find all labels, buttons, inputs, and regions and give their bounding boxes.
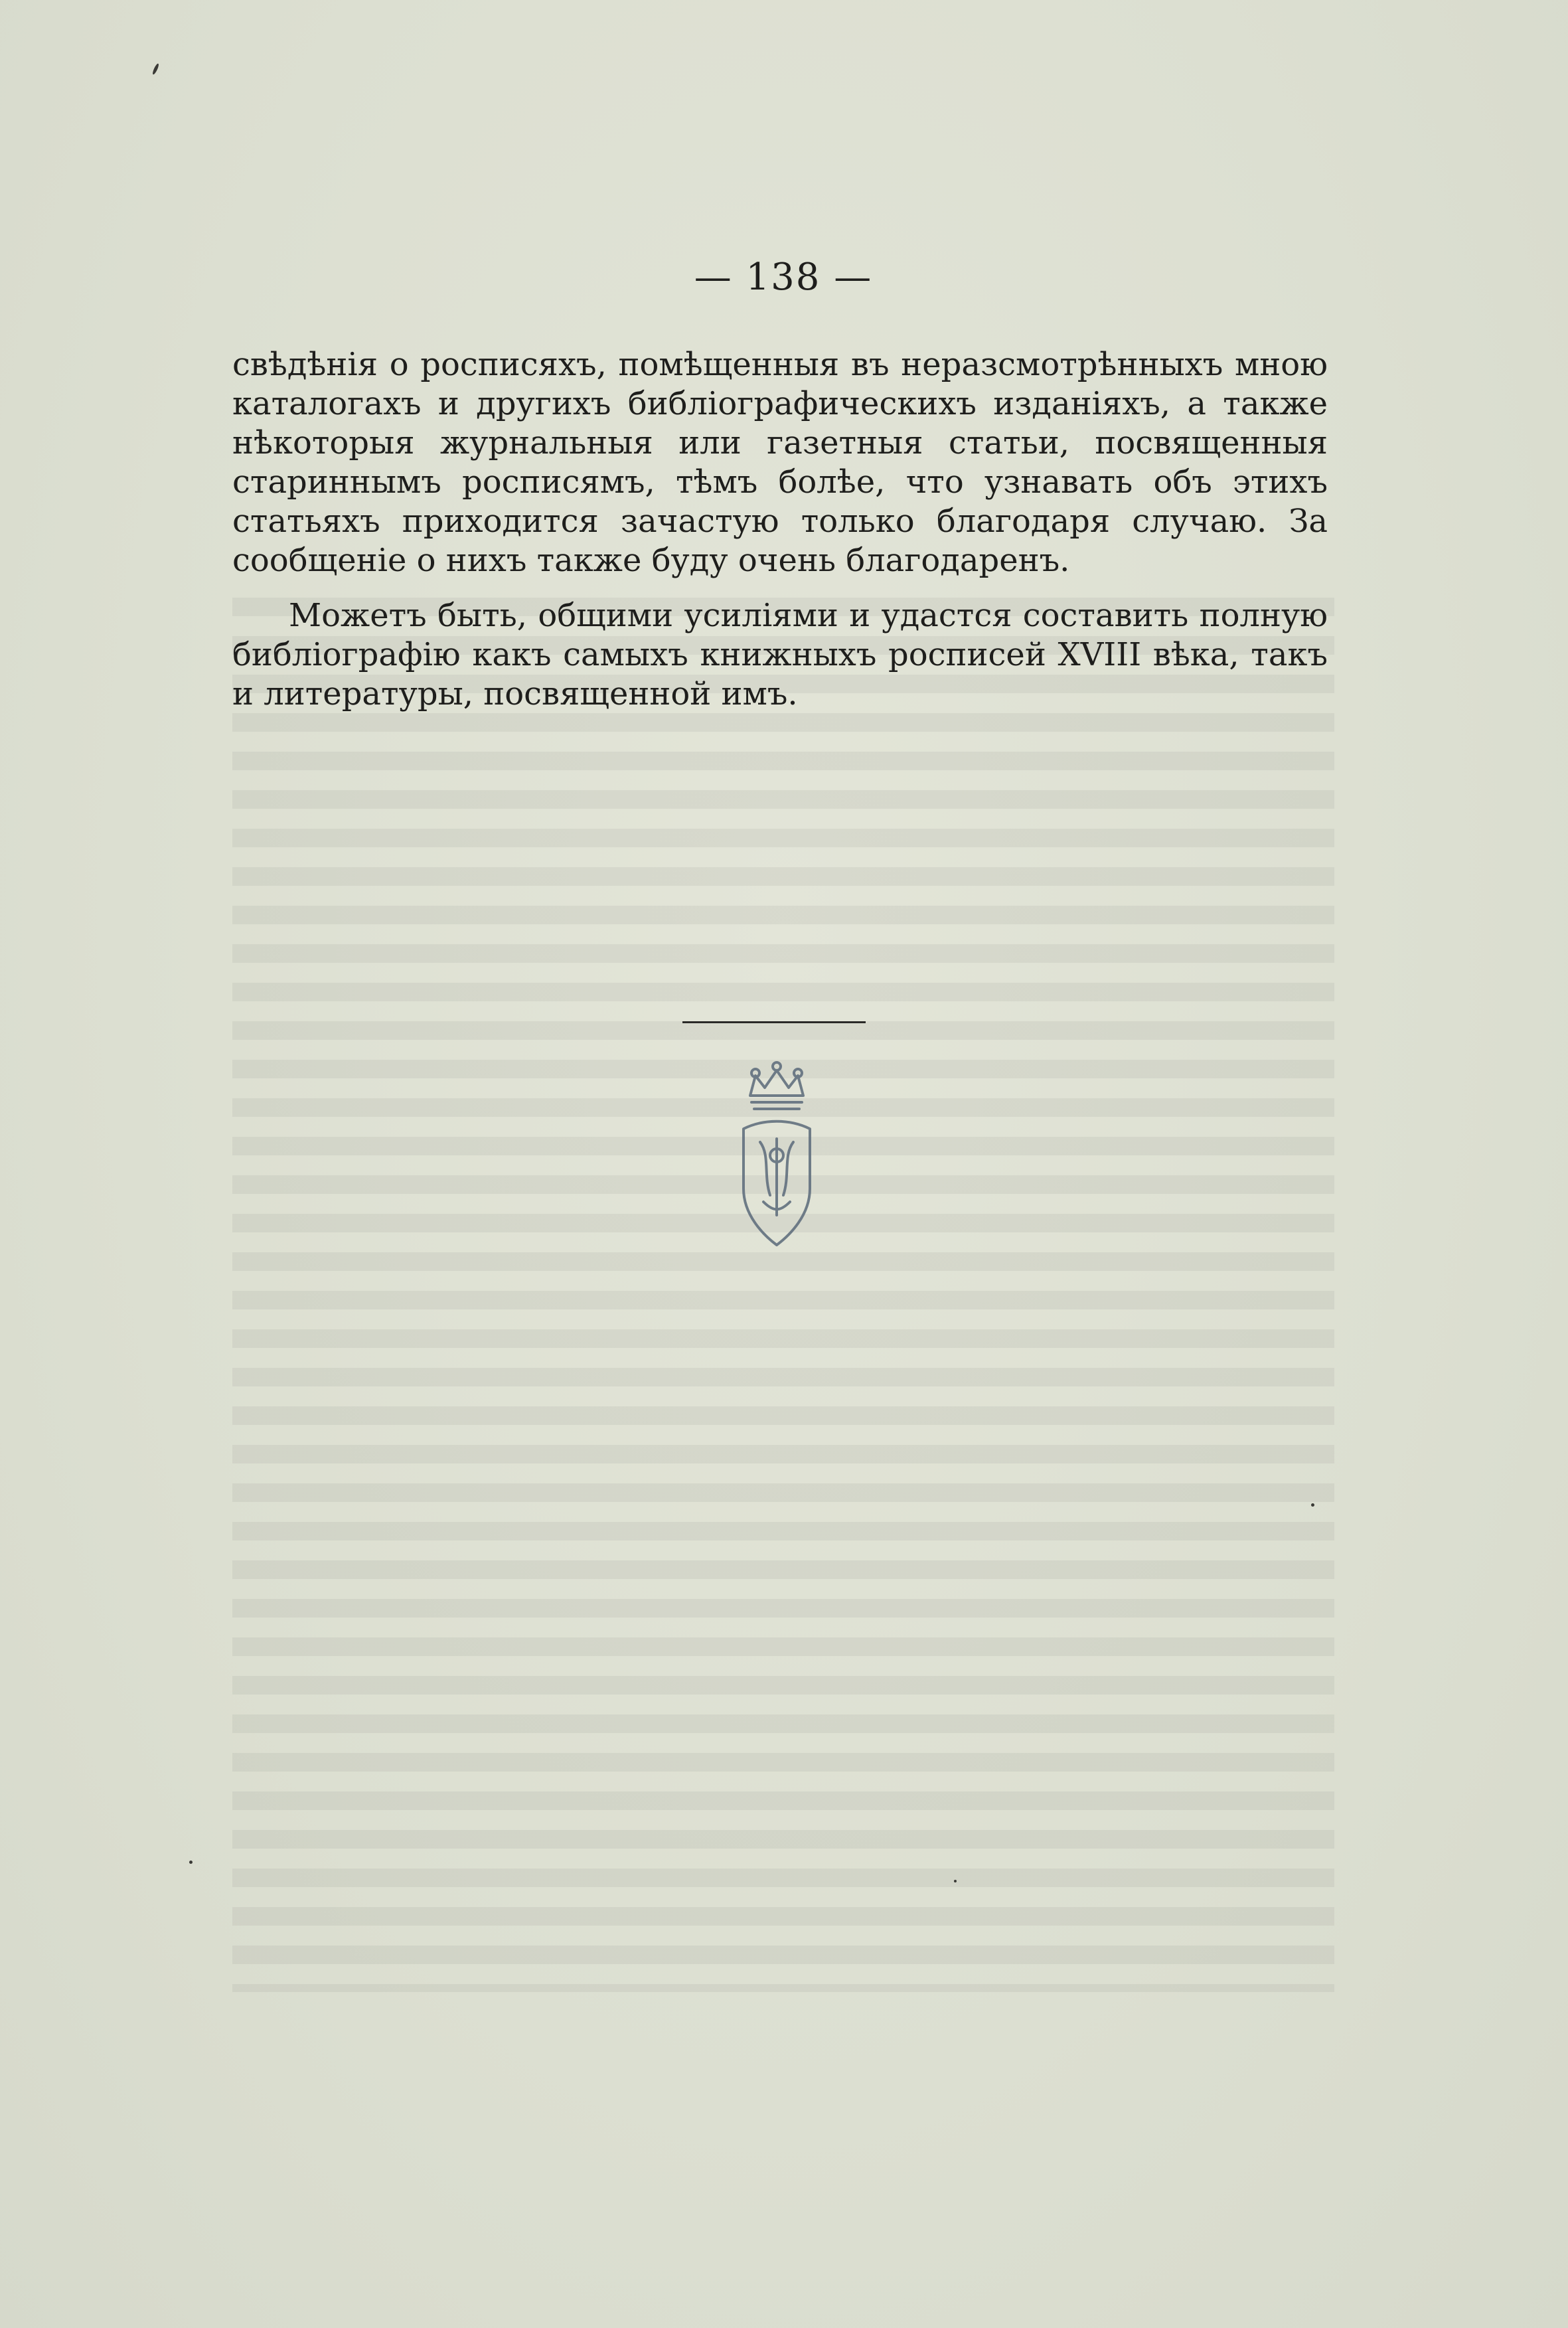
body-text <box>232 345 1328 714</box>
speck <box>1311 1503 1314 1507</box>
speck <box>189 1861 193 1864</box>
page-number: — 138 — <box>694 256 873 299</box>
library-stamp-icon <box>724 1056 830 1255</box>
paragraph-1: свѣдѣнія о росписяхъ, помѣщенныя въ неразсмотрѣнныхъ мною каталогахъ и другихъ библіографическихъ изданіяхъ, а также нѣкоторыя журнальныя или газетныя статьи, посвященныя стариннымъ росписямъ, тѣмъ болѣе, что узнавать объ этихъ статьяхъ приходится зачастую только благодаря случаю. За сообщеніе о нихъ также буду очень благодаренъ. <box>232 346 1328 579</box>
speck <box>954 1880 957 1882</box>
speck <box>151 63 159 75</box>
bleed-through-texture <box>232 598 1334 1992</box>
section-divider <box>682 1021 866 1023</box>
paragraph-2: Можетъ быть, общими усиліями и удастся составить полную библіографію какъ самыхъ книжныхъ росписей XVIII вѣка, такъ и литературы, посвященной имъ. <box>232 597 1328 712</box>
